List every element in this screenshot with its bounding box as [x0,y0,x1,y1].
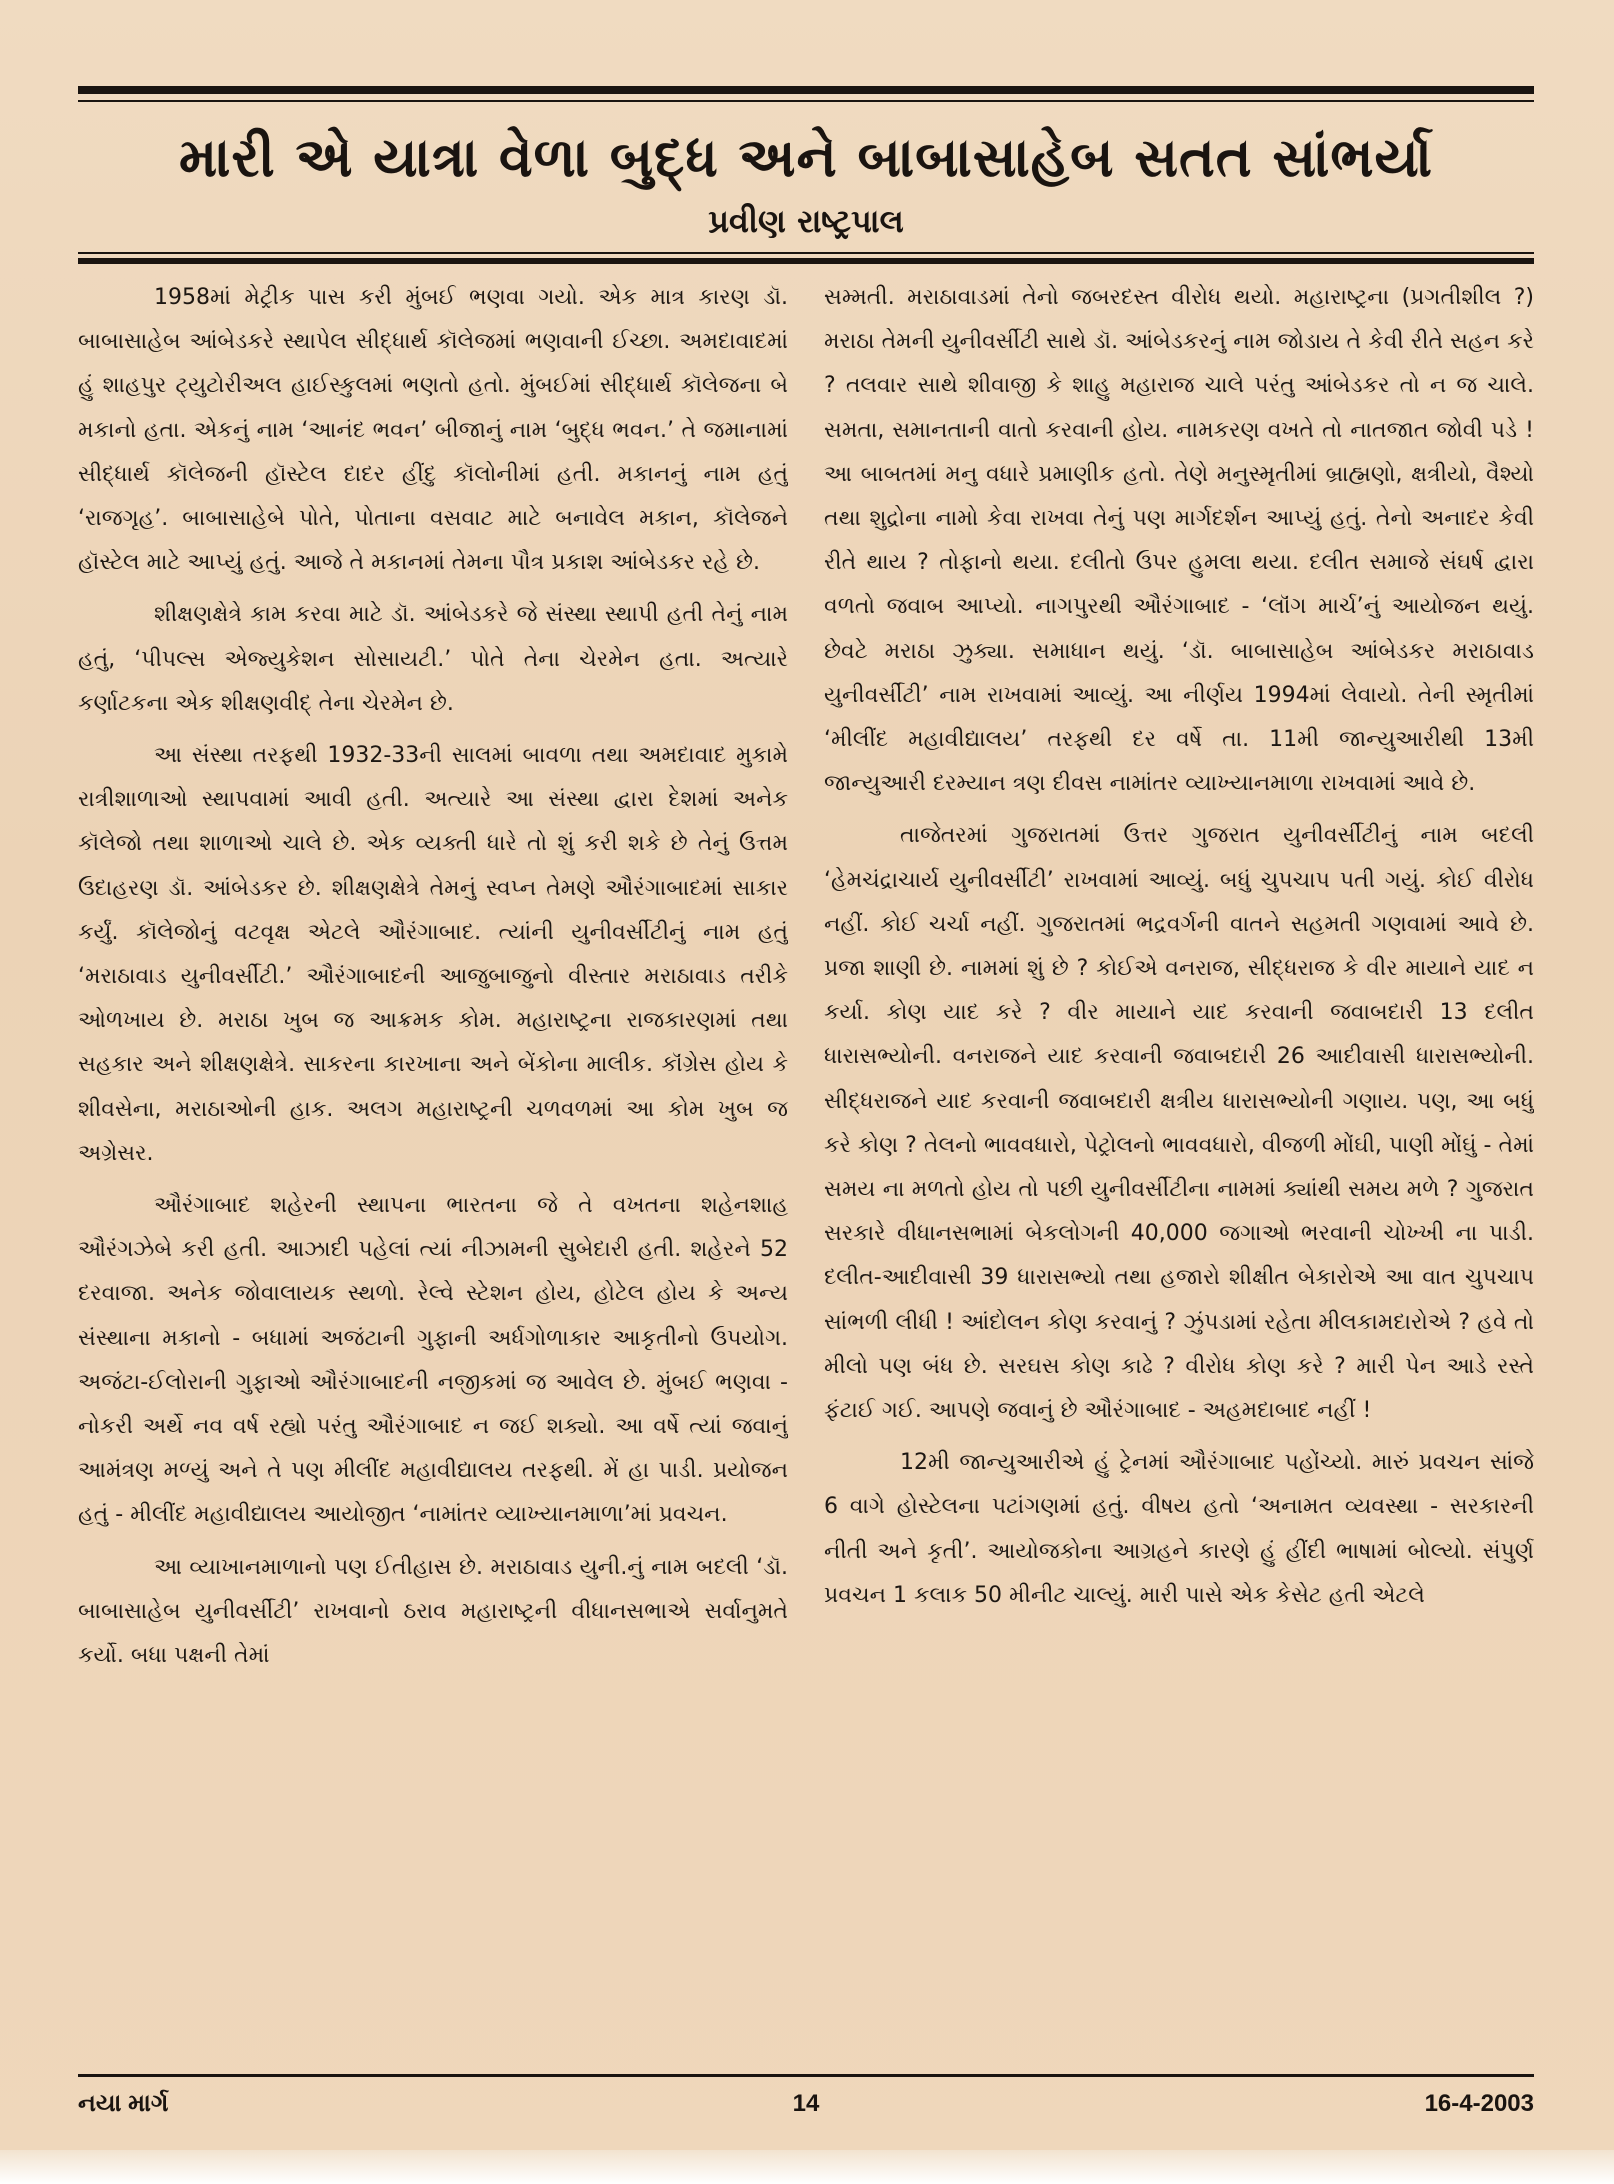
right-column [824,276,1534,2030]
byline-rule-thick [78,258,1534,264]
page-number: 14 [792,2090,820,2117]
left-column [78,276,788,2030]
paragraph: 1958માં મેટ્રીક પાસ કરી મુંબઈ ભણવા ગયો. એક માત્ર કારણ ડૉ. બાબાસાહેબ આંબેડકરે સ્થાપેલ સીદ્ધાર્થ કૉલેજમાં ભણવાની ઈચ્છા. અમદાવાદમાં હું શાહપુર ટ્યુટોરીઅલ હાઈસ્કુલમાં ભણતો હતો. મુંબઈમાં સીદ્ધાર્થ કૉલેજના બે મકાનો હતા. એકનું નામ ‘આનંદ ભવન’ બીજાનું નામ ‘બુદ્ધ ભવન.’ તે જમાનામાં સીદ્ધાર્થ કૉલેજની હૉસ્ટેલ દાદર હીંદુ કૉલોનીમાં હતી. મકાનનું નામ હતું ‘રાજગૃહ’. બાબાસાહેબે પોતે, પોતાના વસવાટ માટે બનાવેલ મકાન, કૉલેજને હૉસ્ટેલ માટે આપ્યું હતું. આજે તે મકાનમાં તેમના પૌત્ર પ્રકાશ આંબેડકર રહે છે. [78,285,788,576]
article-author: પ્રવીણ રાષ્ટ્રપાલ [708,202,904,240]
article-body [78,276,1534,2030]
header-rule-thin [78,100,1534,102]
header-rule-thick [78,86,1534,94]
paragraph: આ વ્યાખાનમાળાનો પણ ઈતીહાસ છે. મરાઠાવાડ યુની.નું નામ બદલી ‘ડૉ. બાબાસાહેબ યુનીવર્સીટી’ રાખવાનો ઠરાવ મહારાષ્ટ્રની વીધાનસભાએ સર્વાનુમતે કર્યો. બધા પક્ષની તેમાં [78,1554,788,1669]
scan-edge [0,2150,1614,2184]
paragraph: સમ્મતી. મરાઠાવાડમાં તેનો જબરદસ્ત વીરોધ થયો. મહારાષ્ટ્રના (પ્રગતીશીલ ?) મરાઠા તેમની યુનીવર્સીટી સાથે ડૉ. આંબેડકરનું નામ જોડાય તે કેવી રીતે સહન કરે ? તલવાર સાથે શીવાજી કે શાહુ મહારાજ ચાલે પરંતુ આંબેડકર તો ન જ ચાલે. સમતા, સમાનતાની વાતો કરવાની હોય. નામકરણ વખતે તો નાતજાત જોવી પડે ! આ બાબતમાં મનુ વધારે પ્રમાણીક હતો. તેણે મનુસ્મૃતીમાં બ્રાહ્મણો, ક્ષત્રીયો, વૈશ્યો તથા શુદ્રોના નામો કેવા રાખવા તેનું પણ માર્ગદર્શન આપ્યું હતું. તેનો અનાદર કેવી રીતે થાય ? તોફાનો થયા. દલીતો ઉપર હુમલા થયા. દલીત સમાજે સંઘર્ષ દ્વારા વળતો જવાબ આપ્યો. નાગપુરથી ઔરંગાબાદ - ‘લૉંગ માર્ચ’નું આયોજન થયું. છેવટે મરાઠા ઝુક્યા. સમાધાન થયું. ‘ડૉ. બાબાસાહેબ આંબેડકર મરાઠાવાડ યુનીવર્સીટી’ નામ રાખવામાં આવ્યું. આ નીર્ણય 1994માં લેવાયો. તેની સ્મૃતીમાં ‘મીલીંદ મહાવીદ્યાલય’ તરફથી દર વર્ષે તા. 11મી જાન્યુઆરીથી 13મી જાન્યુઆરી દરમ્યાન ત્રણ દીવસ નામાંતર વ્યાખ્યાનમાળા રાખવામાં આવે છે. [824,285,1534,797]
publication-name: નયા માર્ગ [78,2090,169,2117]
paragraph: તાજેતરમાં ગુજરાતમાં ઉત્તર ગુજરાત યુનીવર્સીટીનું નામ બદલી ‘હેમચંદ્રાચાર્ય યુનીવર્સીટી’ રાખવામાં આવ્યું. બધું ચુપચાપ પતી ગયું. કોઈ વીરોધ નહીં. કોઈ ચર્ચા નહીં. ગુજરાતમાં ભદ્રવર્ગની વાતને સહમતી ગણવામાં આવે છે. પ્રજા શાણી છે. નામમાં શું છે ? કોઈએ વનરાજ, સીદ્ધરાજ કે વીર માયાને યાદ ન કર્યા. કોણ યાદ કરે ? વીર માયાને યાદ કરવાની જવાબદારી 13 દલીત ધારાસભ્યોની. વનરાજને યાદ કરવાની જવાબદારી 26 આદીવાસી ધારાસભ્યોની. સીદ્ધરાજને યાદ કરવાની જવાબદારી ક્ષત્રીય ધારાસભ્યોની ગણાય. પણ, આ બધું કરે કોણ ? તેલનો ભાવવધારો, પેટ્રોલનો ભાવવધારો, વીજળી મોંઘી, પાણી મોંઘું - તેમાં સમય ના મળતો હોય તો પછી યુનીવર્સીટીના નામમાં ક્યાંથી સમય મળે ? ગુજરાત સરકારે વીધાનસભામાં બેકલોગની 40,000 જગાઓ ભરવાની ચોખ્ખી ના પાડી. દલીત-આદીવાસી 39 ધારાસભ્યો તથા હજારો શીક્ષીત બેકારોએ આ વાત ચુપચાપ સાંભળી લીધી ! આંદોલન કોણ કરવાનું ? ઝુંપડામાં રહેતા મીલકામદારોએ ? હવે તો મીલો પણ બંધ છે. સરઘસ કોણ કાઢે ? વીરોધ કોણ કરે ? મારી પેન આડે રસ્તે ફંટાઈ ગઈ. આપણે જવાનું છે ઔરંગાબાદ - અહમદાબાદ નહીં ! [824,823,1534,1424]
footer-rule [78,2074,1534,2077]
paragraph: શીક્ષણક્ષેત્રે કામ કરવા માટે ડૉ. આંબેડકરે જે સંસ્થા સ્થાપી હતી તેનું નામ હતું, ‘પીપલ્સ એજ્યુકેશન સોસાયટી.’ પોતે તેના ચેરમેન હતા. અત્યારે કર્ણાટકના એક શીક્ષણવીદ્ તેના ચેરમેન છે. [78,602,788,716]
paragraph: ઔરંગાબાદ શહેરની સ્થાપના ભારતના જે તે વખતના શહેનશાહ ઔરંગઝેબે કરી હતી. આઝાદી પહેલાં ત્યાં નીઝામની સુબેદારી હતી. શહેરને 52 દરવાજા. અનેક જોવાલાયક સ્થળો. રેલ્વે સ્ટેશન હોય, હોટેલ હોય કે અન્ય સંસ્થાના મકાનો - બધામાં અજંટાની ગુફાની અર્ધગોળાકાર આકૃતીનો ઉપયોગ. અજંટા-ઈલોરાની ગુફાઓ ઔરંગાબાદની નજીકમાં જ આવેલ છે. મુંબઈ ભણવા - નોકરી અર્થે નવ વર્ષ રહ્યો પરંતુ ઔરંગાબાદ ન જઈ શક્યો. આ વર્ષે ત્યાં જવાનું આમંત્રણ મળ્યું અને તે પણ મીલીંદ મહાવીદ્યાલય તરફથી. મેં હા પાડી. પ્રયોજન હતું - મીલીંદ મહાવીદ્યાલય આયોજીત ‘નામાંતર વ્યાખ્યાનમાળા’માં પ્રવચન. [78,1193,788,1528]
paragraph: આ સંસ્થા તરફથી 1932-33ની સાલમાં બાવળા તથા અમદાવાદ મુકામે રાત્રીશાળાઓ સ્થાપવામાં આવી હતી. અત્યારે આ સંસ્થા દ્વારા દેશમાં અનેક કૉલેજો તથા શાળાઓ ચાલે છે. એક વ્યક્તી ધારે તો શું કરી શકે છે તેનું ઉત્તમ ઉદાહરણ ડૉ. આંબેડકર છે. શીક્ષણક્ષેત્રે તેમનું સ્વપ્ન તેમણે ઔરંગાબાદમાં સાકાર કર્યું. કૉલેજોનું વટવૃક્ષ એટલે ઔરંગાબાદ. ત્યાંની યુનીવર્સીટીનું નામ હતું ‘મરાઠાવાડ યુનીવર્સીટી.’ ઔરંગાબાદની આજુબાજુનો વીસ્તાર મરાઠાવાડ તરીકે ઓળખાય છે. મરાઠા ખુબ જ આક્રમક કોમ. મહારાષ્ટ્રના રાજકારણમાં તથા સહકાર અને શીક્ષણક્ષેત્રે. સાકરના કારખાના અને બેંકોના માલીક. કૉંગ્રેસ હોય કે શીવસેના, મરાઠાઓની હાક. અલગ મહારાષ્ટ્રની ચળવળમાં આ કોમ ખુબ જ અગ્રેસર. [78,743,788,1166]
article-headline: મારી એ યાત્રા વેળા બુદ્ધ અને બાબાસાહેબ સતત સાંભર્યા [179,126,1433,189]
issue-date: 16-4-2003 [1424,2090,1534,2117]
page-footer [78,2084,1534,2124]
byline-rule-thin [78,252,1534,254]
paragraph: 12મી જાન્યુઆરીએ હું ટ્રેનમાં ઔરંગાબાદ પહોંચ્યો. મારું પ્રવચન સાંજે 6 વાગે હોસ્ટેલના પટાંગણમાં હતું. વીષય હતો ‘અનામત વ્યવસ્થા - સરકારની નીતી અને કૃતી’. આયોજકોના આગ્રહને કારણે હું હીંદી ભાષામાં બોલ્યો. સંપુર્ણ પ્રવચન 1 કલાક 50 મીનીટ ચાલ્યું. મારી પાસે એક કેસેટ હતી એટલે [824,1450,1534,1608]
